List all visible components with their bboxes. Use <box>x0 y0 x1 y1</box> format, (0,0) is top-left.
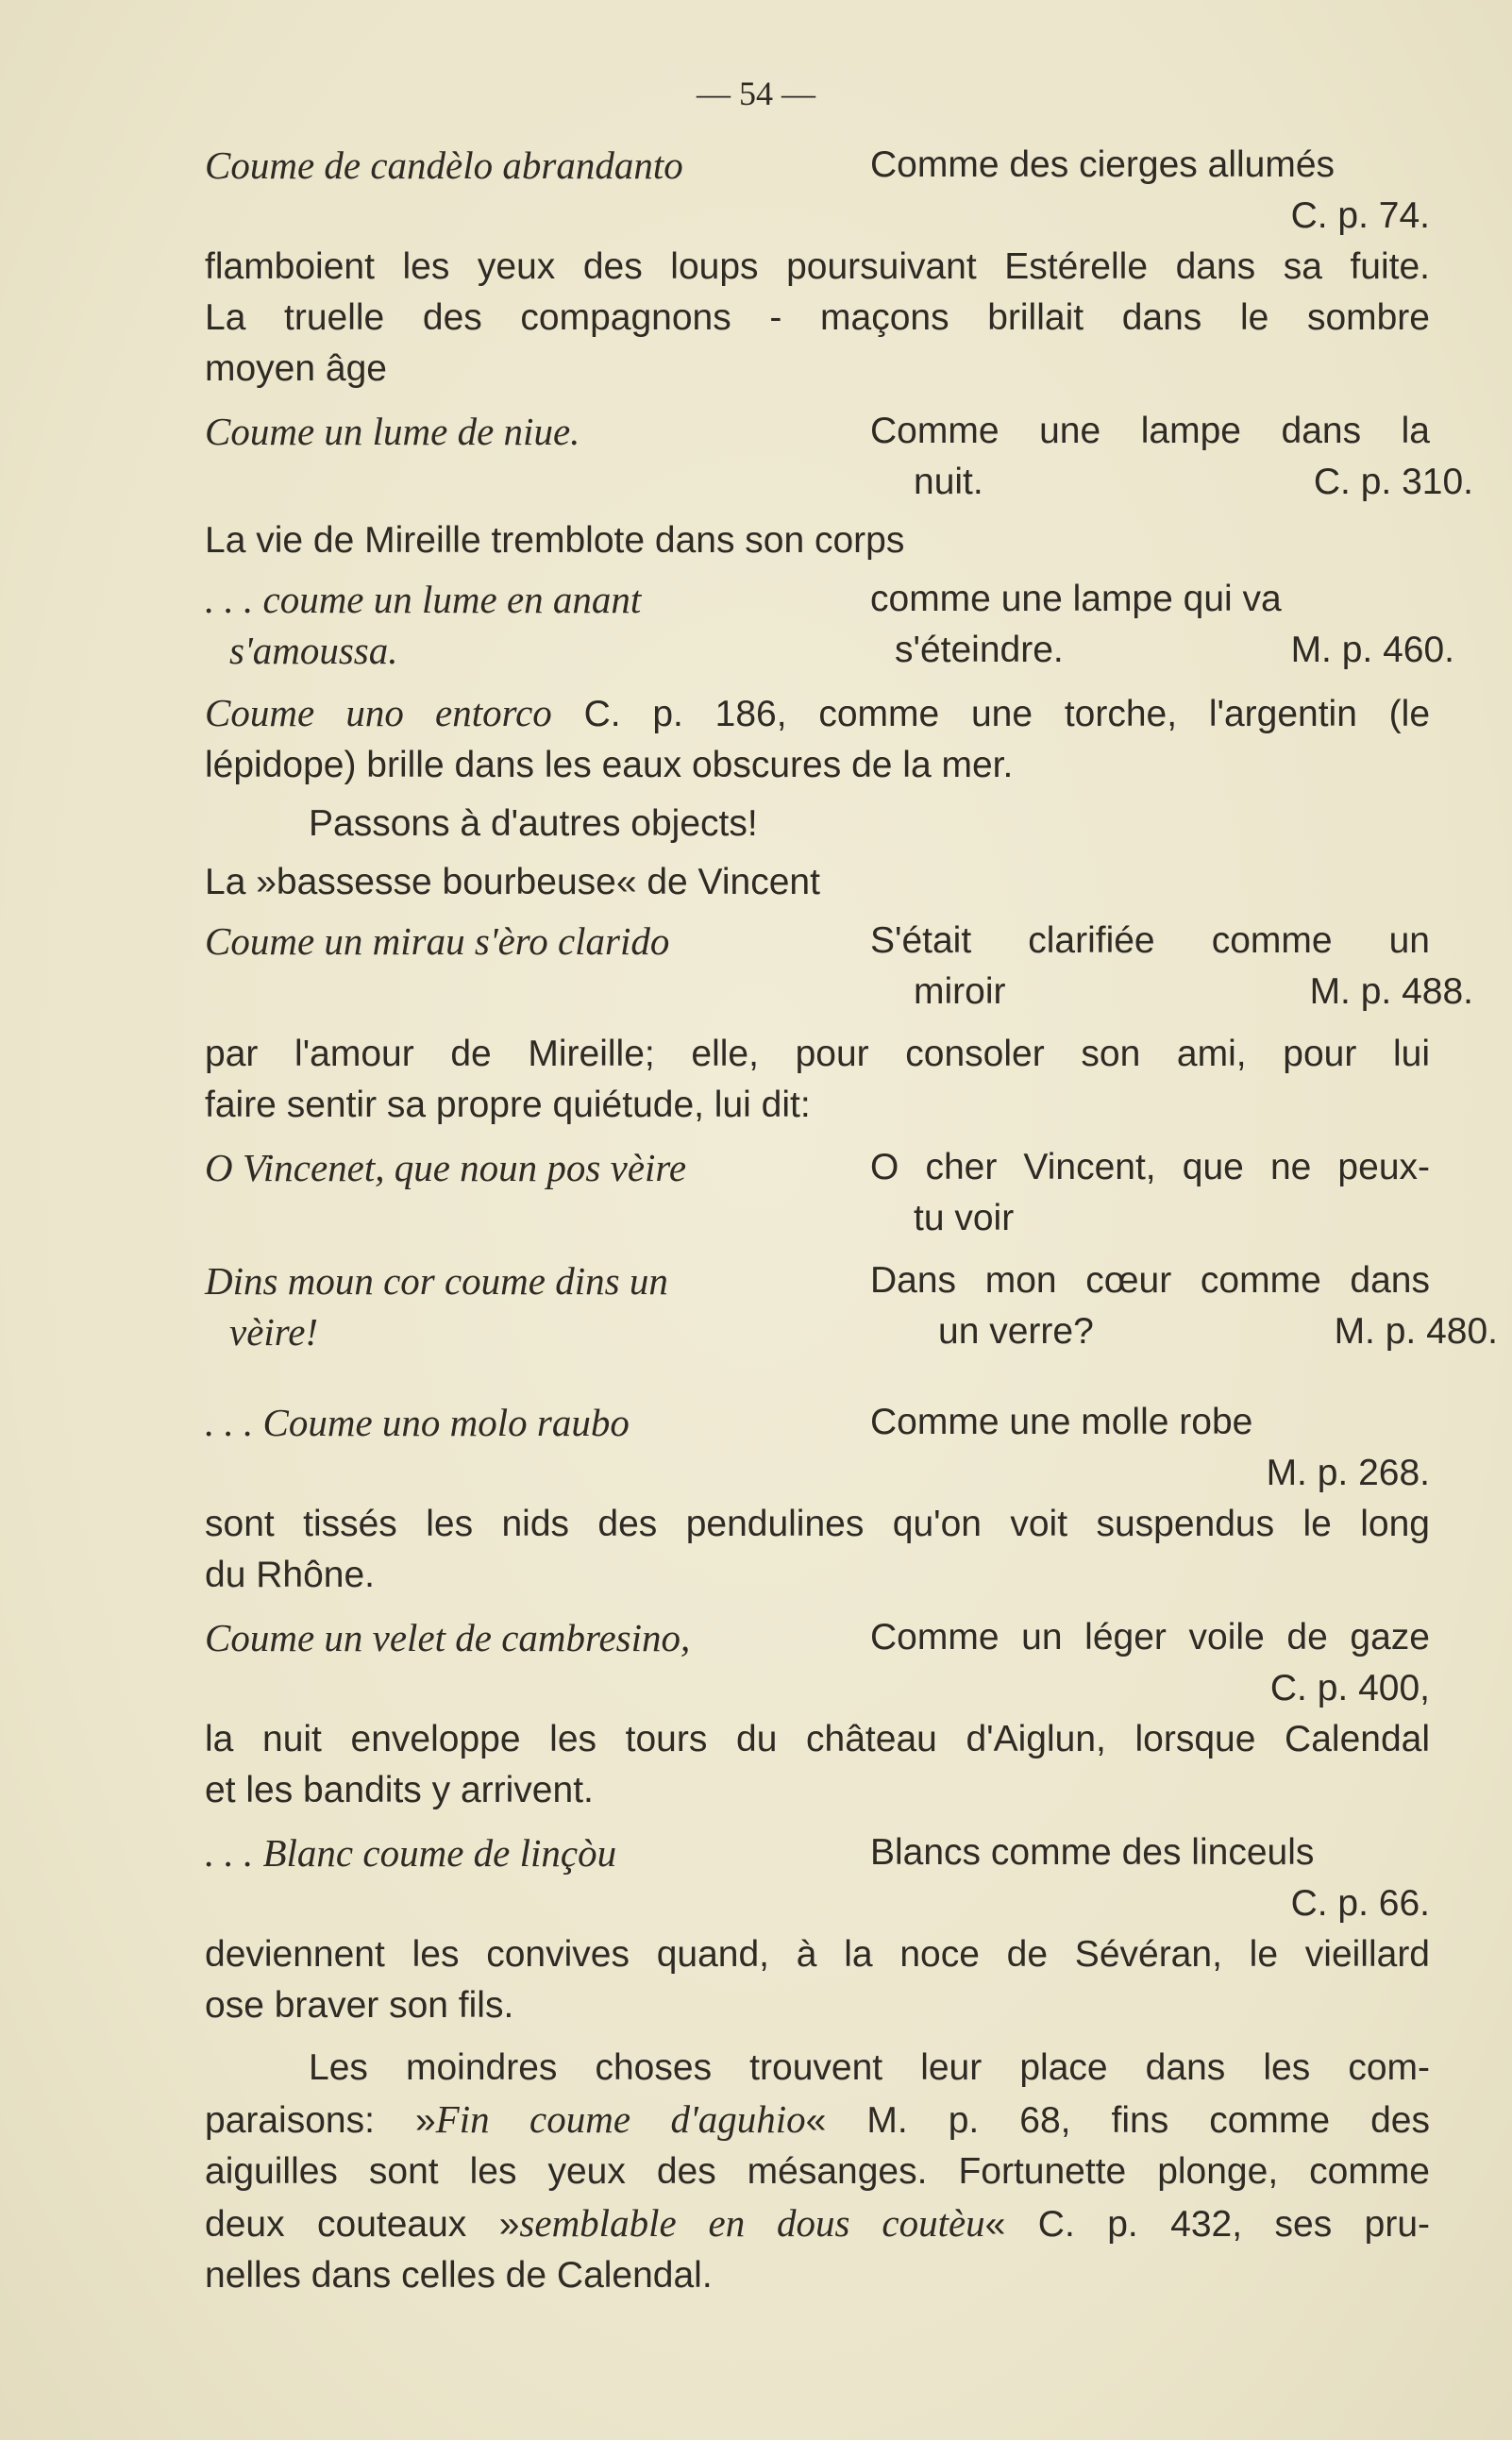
comparison-row <box>205 1306 1498 1357</box>
reference: M. p. 480. <box>1334 1311 1498 1352</box>
french-translation: O cher Vincent, que ne peux- <box>870 1147 1430 1187</box>
reference: C. p. 310. <box>1313 462 1473 502</box>
french-translation: comme une lampe qui va <box>870 579 1282 619</box>
provencal-quote: . . . Coume uno molo raubo <box>205 1401 630 1444</box>
text-line: par l'amour de Mireille; elle, pour consoler son ami, pour lui <box>205 1034 1430 1074</box>
french-translation: Dans mon cœur comme dans <box>870 1260 1430 1301</box>
provencal-quote: semblable en dous coutèu <box>519 2201 985 2245</box>
text-line: faire sentir sa propre quiétude, lui dit: <box>205 1085 811 1125</box>
text-line: ose braver son fils. <box>205 1985 514 2026</box>
text-line: Coume uno entorco C. p. 186, comme une torche, l'argentin (le <box>205 691 1431 734</box>
comparison-row <box>205 1397 1430 1448</box>
provencal-quote: Coume un velet de cambresino, <box>205 1616 691 1659</box>
text-line: et les bandits y arrivent. <box>205 1770 594 1810</box>
french-translation: nuit. <box>914 462 983 502</box>
french-translation: s'éteindre. <box>895 630 1064 670</box>
comparison-row <box>205 916 1430 967</box>
french-translation: Comme un léger voile de gaze <box>870 1617 1430 1658</box>
french-translation: S'était clarifiée comme un <box>870 920 1430 961</box>
text-line: La vie de Mireille tremblote dans son corps <box>205 520 905 561</box>
page-number: — 54 — <box>697 75 815 112</box>
text-line: deviennent les convives quand, à la noce de Sévéran, le vieillard <box>205 1934 1430 1975</box>
text-line: flamboient les yeux des loups poursuivant Estérelle dans sa fuite. <box>205 246 1430 287</box>
provencal-quote: s'amoussa. <box>229 629 398 672</box>
reference: M. p. 460. <box>1290 630 1454 670</box>
provencal-quote: Coume un mirau s'èro clarido <box>205 919 670 963</box>
reference: M. p. 488. <box>1309 971 1473 1012</box>
comparison-row <box>205 1827 1430 1878</box>
reference: C. p. 74. <box>1290 195 1430 236</box>
provencal-quote: . . . coume un lume en anant <box>205 578 642 621</box>
text-line: paraisons: »Fin coume d'aguhio« M. p. 68, fins comme des <box>205 2097 1430 2141</box>
text-line: la nuit enveloppe les tours du château d'Aiglun, lorsque Calendal <box>205 1719 1430 1759</box>
text-line: nelles dans celles de Calendal. <box>205 2255 713 2296</box>
french-translation: tu voir <box>914 1198 1015 1238</box>
french-translation: un verre? <box>938 1311 1094 1352</box>
comparison-row <box>205 140 1430 191</box>
comparison-row <box>205 1193 1430 1244</box>
provencal-quote: Dins moun cor coume dins un <box>205 1259 668 1303</box>
body-text <box>205 140 1498 2301</box>
reference: C. p. 400, <box>1269 1668 1430 1708</box>
comparison-row <box>205 1142 1430 1193</box>
french-translation: Comme des cierges allumés <box>870 144 1336 185</box>
text-line: Les moindres choses trouvent leur place dans les com- <box>309 2047 1430 2088</box>
text-line: sont tissés les nids des pendulines qu'on voit suspendus le long <box>205 1504 1430 1544</box>
comparison-row <box>205 1255 1430 1306</box>
text-line: du Rhône. <box>205 1555 375 1595</box>
translation-line <box>870 967 1473 1018</box>
comparison-row <box>205 457 1473 508</box>
comparison-row <box>205 967 1473 1018</box>
provencal-quote: vèire! <box>229 1310 319 1354</box>
provencal-quote: Coume uno entorco <box>205 691 552 734</box>
provencal-quote: . . . Blanc coume de linçòu <box>205 1831 617 1875</box>
translation-line <box>895 625 1454 676</box>
french-translation: Comme une molle robe <box>870 1402 1253 1442</box>
provencal-quote: Fin coume d'aguhio <box>435 2097 806 2141</box>
text-line: lépidope) brille dans les eaux obscures de la mer. <box>205 745 1014 785</box>
reference: M. p. 268. <box>1266 1453 1430 1493</box>
text-line: moyen âge <box>205 348 387 389</box>
text-line: Passons à d'autres objects! <box>309 803 758 844</box>
translation-line <box>870 457 1473 508</box>
text-line: aiguilles sont les yeux des mésanges. Fortunette plonge, comme <box>205 2151 1430 2192</box>
text-line: La truelle des compagnons - maçons brillait dans le sombre <box>205 297 1430 338</box>
comparison-row <box>205 406 1430 457</box>
text-line: deux couteaux »semblable en dous coutèu« C. p. 432, ses pru- <box>205 2201 1430 2245</box>
comparison-row <box>205 1612 1430 1663</box>
reference: C. p. 66. <box>1290 1883 1430 1924</box>
provencal-quote: Coume un lume de niue. <box>205 410 580 453</box>
text-line: La »bassesse bourbeuse« de Vincent <box>205 862 820 902</box>
provencal-quote: O Vincenet, que noun pos vèire <box>205 1146 687 1189</box>
comparison-row <box>205 574 1430 625</box>
french-translation: Comme une lampe dans la <box>870 411 1430 451</box>
french-translation: miroir <box>914 971 1006 1012</box>
french-translation: Blancs comme des linceuls <box>870 1832 1315 1873</box>
provencal-quote: Coume de candèlo abrandanto <box>205 143 683 187</box>
comparison-row <box>205 625 1454 676</box>
translation-line <box>895 1306 1498 1357</box>
